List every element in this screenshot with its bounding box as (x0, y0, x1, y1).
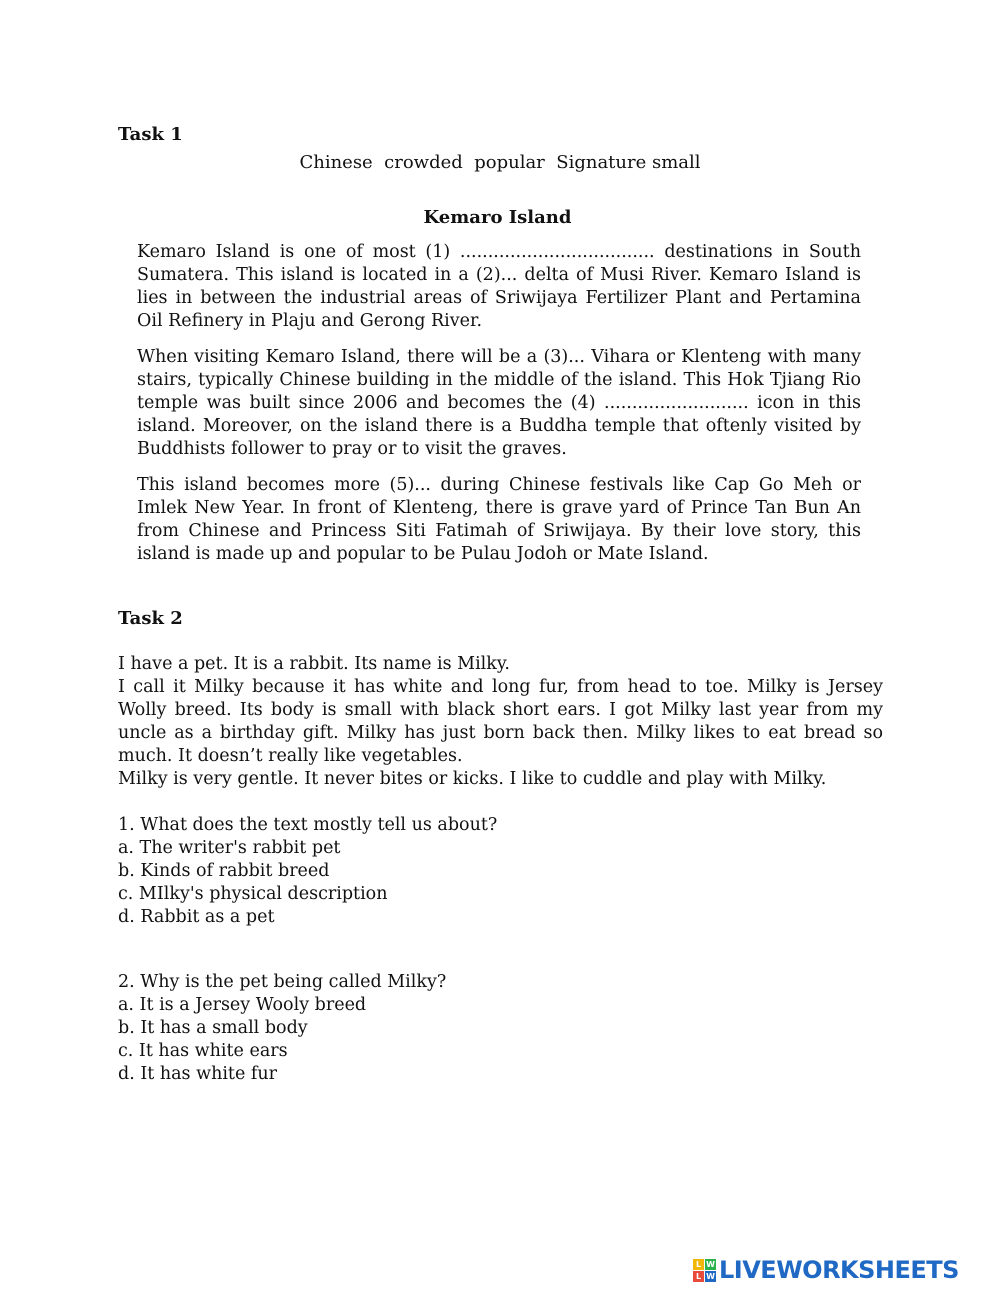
word-bank: Chinese crowded popular Signature small (299, 152, 701, 173)
passage-paragraph-1: Kemaro Island is one of most (1) ................................... destinations in South Sumatera. This island is located in a (2)... delta of Musi River. Kemaro Island is lies in between the industrial areas of Sriwijaya Fertilizer Plant and Pertamina Oil Refinery in Plaju and Gerong River. (137, 242, 861, 331)
question-2-text: 2. Why is the pet being called Milky? (118, 972, 447, 992)
question-2-option-c[interactable]: c. It has white ears (118, 1041, 288, 1061)
logo-tile-1: L (693, 1259, 704, 1270)
question-2-option-d[interactable]: d. It has white fur (118, 1064, 277, 1084)
task2-heading: Task 2 (118, 608, 183, 629)
question-1-option-b[interactable]: b. Kinds of rabbit breed (118, 861, 330, 881)
rabbit-story (118, 653, 883, 791)
question-2-option-a[interactable]: a. It is a Jersey Wooly breed (118, 995, 367, 1015)
logo-text: LIVEWORKSHEETS (719, 1256, 959, 1284)
logo-tile-3: L (693, 1271, 704, 1282)
task1-heading: Task 1 (118, 124, 183, 145)
story-line-2: I call it Milky because it has white and long fur, from head to toe. Milky is Jersey Wolly breed. Its body is small with black short ears. I got Milky last year from my uncle as a birthday gift. Milky has just born back then. Milky likes to eat bread so much. It doesn’t really like vegetables. (118, 677, 883, 766)
passage-paragraph-2: When visiting Kemaro Island, there will be a (3)... Vihara or Klenteng with many stairs, typically Chinese building in the middle of the island. This Hok Tjiang Rio temple was built since 2006 and becomes the (4) .......................... icon in this island. Moreover, on the island there is a Buddha temple that oftenly visited by Buddhists follower to pray or to visit the graves. (137, 347, 861, 459)
question-1-option-a[interactable]: a. The writer's rabbit pet (118, 838, 341, 858)
logo-tile-4: W (706, 1271, 715, 1281)
liveworksheets-logo-icon (693, 1259, 716, 1282)
logo-tile-2: W (706, 1259, 715, 1269)
question-2 (118, 971, 883, 1086)
question-1-option-d[interactable]: d. Rabbit as a pet (118, 907, 275, 927)
passage-title: Kemaro Island (423, 207, 572, 228)
liveworksheets-logo[interactable] (693, 1255, 959, 1285)
kemaro-passage (137, 241, 861, 579)
passage-paragraph-3: This island becomes more (5)... during Chinese festivals like Cap Go Meh or Imlek New Year. In front of Klenteng, there is grave yard of Prince Tan Bun An from Chinese and Princess Siti Fatimah of Sriwijaya. By their love story, this island is made up and popular to be Pulau Jodoh or Mate Island. (137, 475, 861, 564)
question-1 (118, 814, 883, 929)
story-line-1: I have a pet. It is a rabbit. Its name is Milky. (118, 654, 510, 674)
question-1-option-c[interactable]: c. MIlky's physical description (118, 884, 388, 904)
question-2-option-b[interactable]: b. It has a small body (118, 1018, 308, 1038)
story-line-3: Milky is very gentle. It never bites or kicks. I like to cuddle and play with Milky. (118, 769, 827, 789)
question-1-text: 1. What does the text mostly tell us about? (118, 815, 498, 835)
